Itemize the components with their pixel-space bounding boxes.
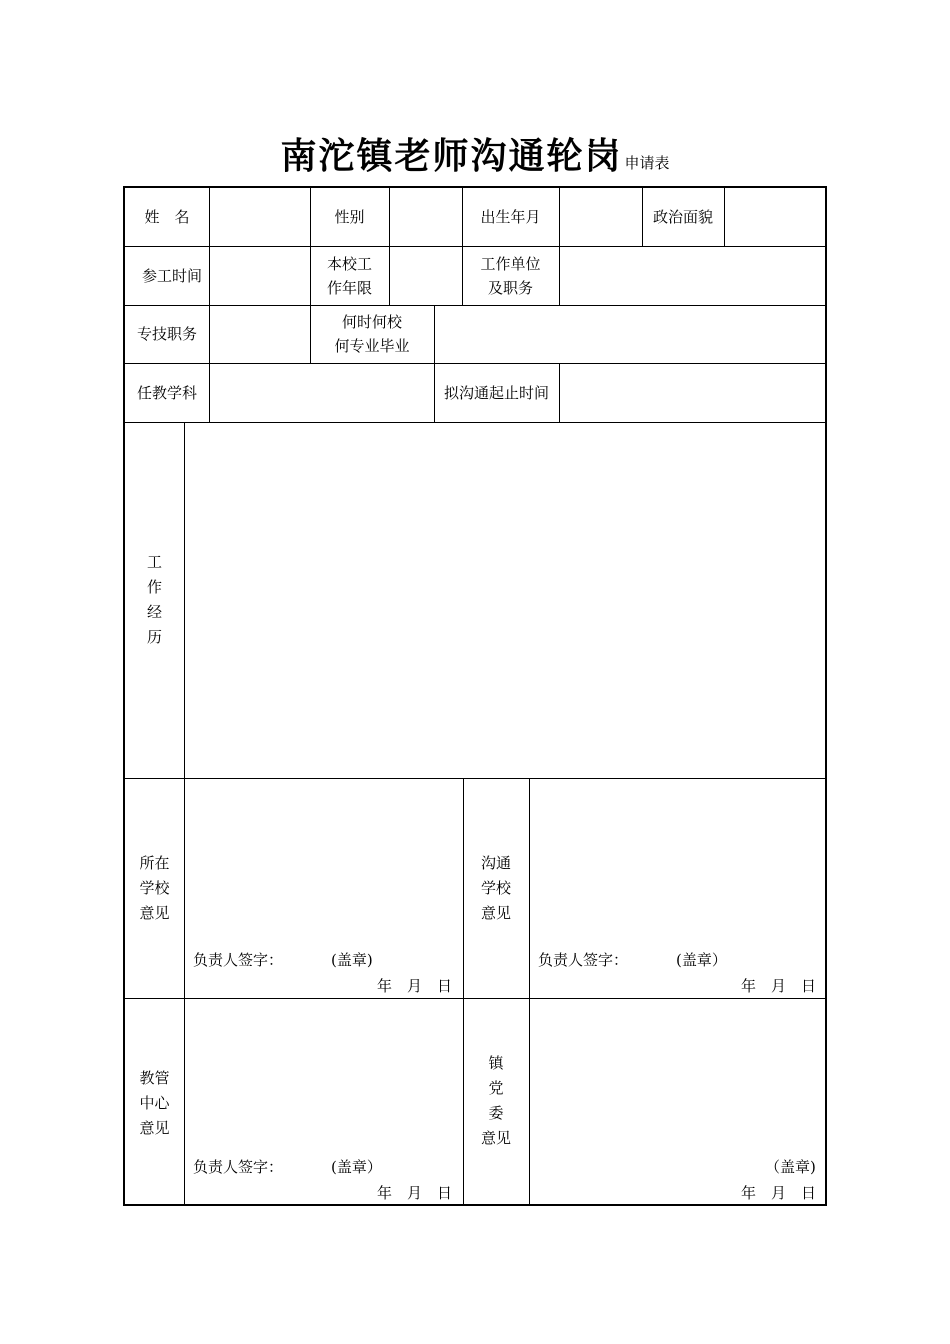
gender-label: 性别 (334, 208, 365, 226)
graduation-label: 何时何校 何专业毕业 (334, 313, 410, 355)
party-opinion-label: 镇 党 委 意见 (480, 1053, 511, 1147)
center-seal-label: (盖章） (331, 1158, 382, 1176)
col-divider (209, 188, 210, 246)
col-divider (389, 246, 390, 305)
row-divider (125, 998, 825, 999)
school-opinion-label: 所在 学校 意见 (139, 853, 170, 922)
col-divider (724, 188, 725, 246)
col-divider (559, 363, 560, 422)
exchange-signature-label: 负责人签字： (538, 951, 629, 969)
tech-title-label: 专技职务 (136, 325, 197, 343)
party-seal-label: （盖章) (765, 1158, 816, 1176)
period-label: 拟沟通起止时间 (443, 383, 549, 402)
row-divider (125, 305, 825, 306)
col-divider (434, 305, 435, 363)
center-opinion-label: 教管 中心 意见 (139, 1068, 170, 1137)
party-date-label: 年 月 日 (741, 1184, 817, 1202)
school-signature-label: 负责人签字： (193, 951, 284, 969)
col-divider (184, 422, 185, 1204)
col-divider (559, 188, 560, 246)
form-title-sub: 申请表 (624, 154, 670, 172)
experience-label: 工 作 经 历 (146, 553, 162, 646)
col-divider (209, 363, 210, 422)
unit-label: 工作单位 及职务 (480, 254, 541, 297)
form-title-main: 南沱镇老师沟通轮岗 (280, 135, 623, 177)
school-years-label: 本校工 作年限 (326, 254, 372, 297)
col-divider (559, 246, 560, 305)
col-divider (209, 305, 210, 363)
exchange-seal-label: (盖章） (676, 951, 727, 969)
politics-label: 政治面貌 (652, 208, 713, 226)
school-seal-label: (盖章) (331, 951, 373, 969)
name-label: 姓 名 (144, 208, 190, 226)
birth-label: 出生年月 (480, 208, 541, 226)
row-divider (125, 778, 825, 779)
work-start-label: 参工时间 (141, 266, 202, 285)
exchange-date-label: 年 月 日 (741, 977, 817, 995)
application-form (123, 186, 827, 1206)
subject-label: 任教学科 (136, 383, 197, 402)
col-divider (529, 778, 530, 1204)
form-title (0, 128, 950, 179)
center-signature-label: 负责人签字： (193, 1158, 284, 1176)
school-date-label: 年 月 日 (377, 977, 453, 995)
center-date-label: 年 月 日 (377, 1184, 453, 1202)
exchange-school-opinion-label: 沟通 学校 意见 (480, 853, 511, 922)
row-divider (125, 422, 825, 423)
col-divider (389, 188, 390, 246)
